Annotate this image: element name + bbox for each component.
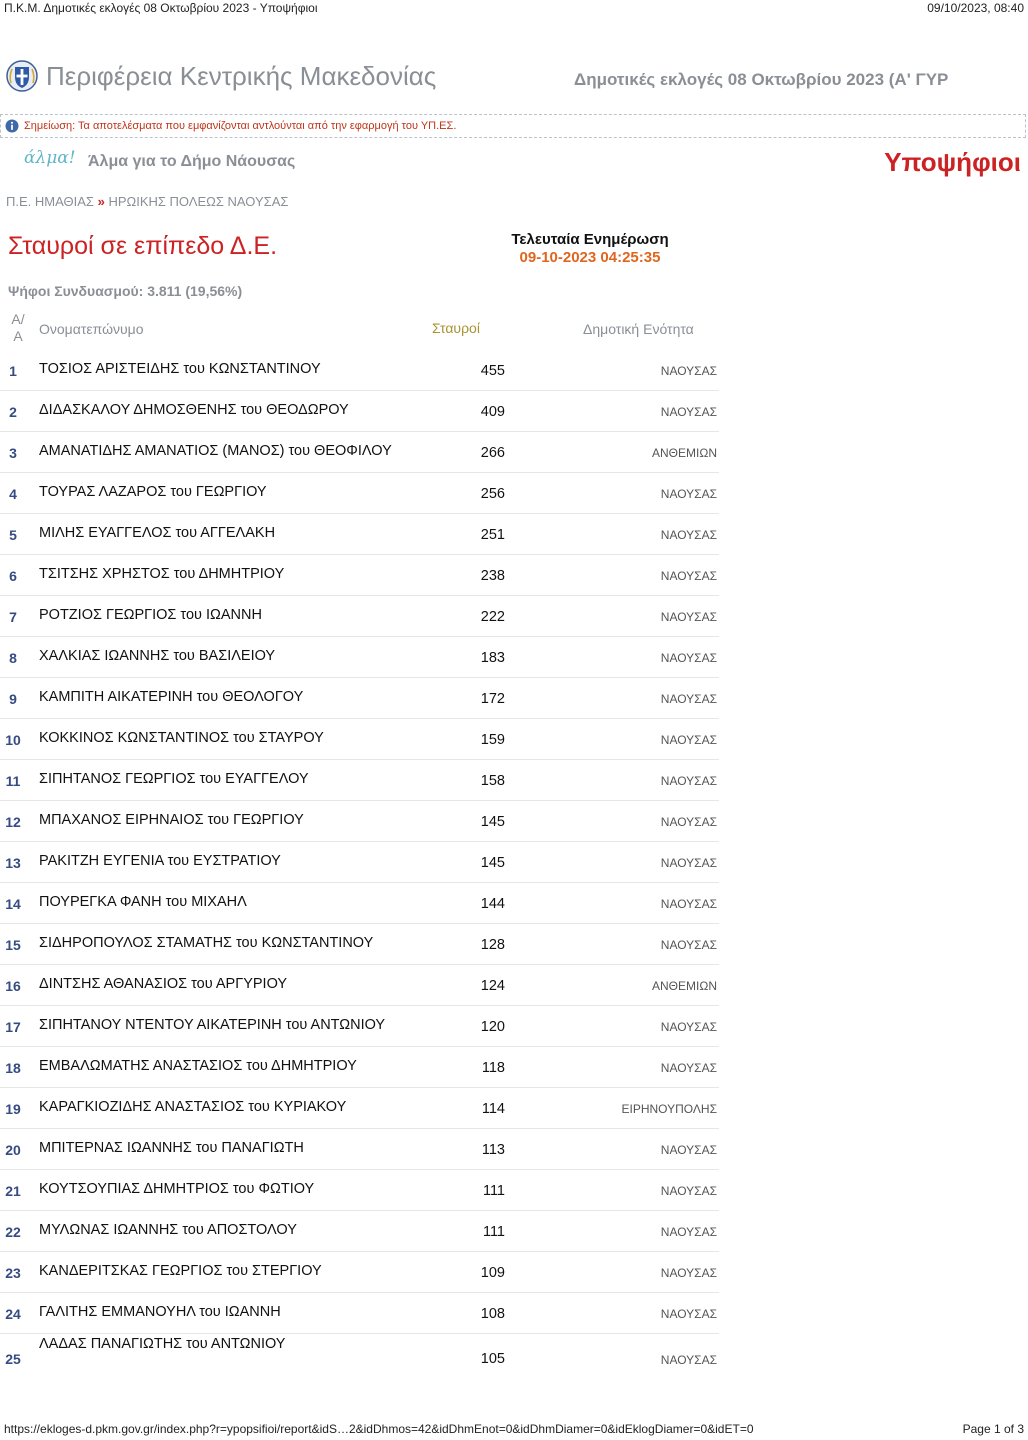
row-number: 19 <box>5 1101 21 1117</box>
site-header <box>0 56 1028 100</box>
municipal-unit: ΝΑΟΥΣΑΣ <box>660 856 717 870</box>
table-row <box>0 350 719 391</box>
row-number: 2 <box>9 404 17 420</box>
candidate-name: ΜΠΙΤΕΡΝΑΣ ΙΩΑΝΝΗΣ του ΠΑΝΑΓΙΩΤΗ <box>39 1140 304 1156</box>
print-header <box>0 0 1028 18</box>
table-row <box>0 719 719 760</box>
municipal-unit: ΝΑΟΥΣΑΣ <box>660 528 717 542</box>
candidate-name: ΤΣΙΤΣΗΣ ΧΡΗΣΤΟΣ του ΔΗΜΗΤΡΙΟΥ <box>39 566 285 582</box>
candidate-name: ΣΙΠΗΤΑΝΟΣ ΓΕΩΡΓΙΟΣ του ΕΥΑΓΓΕΛΟΥ <box>39 771 309 787</box>
row-number: 10 <box>5 732 21 748</box>
candidate-votes: 238 <box>480 568 505 584</box>
column-header-name: Ονοματεπώνυμο <box>39 321 144 337</box>
row-number: 9 <box>9 691 17 707</box>
table-row <box>0 842 719 883</box>
table-row <box>0 965 719 1006</box>
table-row <box>0 678 719 719</box>
table-row <box>0 760 719 801</box>
info-icon <box>5 119 19 133</box>
table-row <box>0 1088 719 1129</box>
candidate-votes: 111 <box>482 1183 505 1199</box>
candidate-name: ΚΑΡΑΓΚΙΟΖΙΔΗΣ ΑΝΑΣΤΑΣΙΟΣ του ΚΥΡΙΑΚΟΥ <box>39 1099 347 1115</box>
table-row <box>0 637 719 678</box>
breadcrumb-municipality[interactable]: ΗΡΩΙΚΗΣ ΠΟΛΕΩΣ ΝΑΟΥΣΑΣ <box>108 194 289 209</box>
last-update-value: 09-10-2023 04:25:35 <box>519 249 661 266</box>
candidate-name: ΚΟΚΚΙΝΟΣ ΚΩΝΣΤΑΝΤΙΝΟΣ του ΣΤΑΥΡΟΥ <box>39 730 324 746</box>
column-header-votes: Σταυροί <box>432 320 480 336</box>
municipal-unit: ΝΑΟΥΣΑΣ <box>660 938 717 952</box>
candidate-votes: 111 <box>482 1224 505 1240</box>
print-footer-url: https://ekloges-d.pkm.gov.gr/index.php?r=ypopsifioi/report&idS…2&idDhmos=42&idDhmEnot=0&idDhmDiamer=0&idEklogDiamer=0&idET=0 <box>4 1422 754 1436</box>
municipal-unit: ΝΑΟΥΣΑΣ <box>660 1184 717 1198</box>
municipal-unit: ΝΑΟΥΣΑΣ <box>660 364 717 378</box>
candidate-votes: 172 <box>480 691 505 707</box>
candidate-name: ΠΟΥΡΕΓΚΑ ΦΑΝΗ του ΜΙΧΑΗΛ <box>39 894 247 910</box>
candidate-votes: 409 <box>480 404 505 420</box>
municipal-unit: ΝΑΟΥΣΑΣ <box>660 1225 717 1239</box>
candidate-votes: 256 <box>480 486 505 502</box>
candidate-name: ΜΠΑΧΑΝΟΣ ΕΙΡΗΝΑΙΟΣ του ΓΕΩΡΓΙΟΥ <box>39 812 304 828</box>
row-number: 15 <box>5 937 21 953</box>
row-number: 6 <box>9 568 17 584</box>
candidate-name: ΛΑΔΑΣ ΠΑΝΑΓΙΩΤΗΣ του ΑΝΤΩΝΙΟΥ <box>39 1336 286 1352</box>
candidate-votes: 120 <box>480 1019 505 1035</box>
row-number: 1 <box>9 363 17 379</box>
municipal-unit: ΝΑΟΥΣΑΣ <box>660 405 717 419</box>
column-header-aa-line1: Α/ <box>11 311 25 327</box>
party-row <box>0 148 1028 178</box>
table-row <box>0 1129 719 1170</box>
candidate-name: ΡΑΚΙΤΖΗ ΕΥΓΕΝΙΑ του ΕΥΣΤΡΑΤΙΟΥ <box>39 853 281 869</box>
municipal-unit: ΝΑΟΥΣΑΣ <box>660 651 717 665</box>
candidate-votes: 124 <box>480 978 505 994</box>
municipal-unit: ΝΑΟΥΣΑΣ <box>660 815 717 829</box>
table-row <box>0 1293 719 1334</box>
municipal-unit: ΝΑΟΥΣΑΣ <box>660 692 717 706</box>
row-number: 14 <box>5 896 21 912</box>
municipal-unit: ΝΑΟΥΣΑΣ <box>660 897 717 911</box>
row-number: 16 <box>5 978 21 994</box>
candidate-name: ΚΑΝΔΕΡΙΤΣΚΑΣ ΓΕΩΡΓΙΟΣ του ΣΤΕΡΓΙΟΥ <box>39 1263 322 1279</box>
municipal-unit: ΝΑΟΥΣΑΣ <box>660 487 717 501</box>
candidate-name: ΤΟΣΙΟΣ ΑΡΙΣΤΕΙΔΗΣ του ΚΩΝΣΤΑΝΤΙΝΟΥ <box>39 361 321 377</box>
row-number: 25 <box>5 1351 21 1367</box>
candidate-name: ΜΙΛΗΣ ΕΥΑΓΓΕΛΟΣ του ΑΓΓΕΛΑΚΗ <box>39 525 276 541</box>
election-title: Δημοτικές εκλογές 08 Οκτωβρίου 2023 (Α' ΓΥΡ <box>574 70 949 89</box>
print-header-title: Π.Κ.Μ. Δημοτικές εκλογές 08 Οκτωβρίου 2023 - Υποψήφιοι <box>4 1 318 15</box>
candidate-votes: 455 <box>480 363 505 379</box>
table-row <box>0 1170 719 1211</box>
table-row <box>0 391 719 432</box>
table-row <box>0 883 719 924</box>
candidate-name: ΓΑΛΙΤΗΣ ΕΜΜΑΝΟΥΗΛ του ΙΩΑΝΝΗ <box>39 1304 281 1320</box>
candidate-votes: 183 <box>480 650 505 666</box>
candidate-name: ΑΜΑΝΑΤΙΔΗΣ ΑΜΑΝΑΤΙΟΣ (ΜΑΝΟΣ) του ΘΕΟΦΙΛΟΥ <box>39 443 392 459</box>
row-number: 20 <box>5 1142 21 1158</box>
row-number: 7 <box>9 609 17 625</box>
breadcrumb-separator: » <box>97 194 105 209</box>
candidate-name: ΣΙΔΗΡΟΠΟΥΛΟΣ ΣΤΑΜΑΤΗΣ του ΚΩΝΣΤΑΝΤΙΝΟΥ <box>39 935 374 951</box>
breadcrumb <box>6 194 288 209</box>
candidate-name: ΚΟΥΤΣΟΥΠΙΑΣ ΔΗΜΗΤΡΙΟΣ του ΦΩΤΙΟΥ <box>39 1181 315 1197</box>
candidate-name: ΔΙΔΑΣΚΑΛΟΥ ΔΗΜΟΣΘΕΝΗΣ του ΘΕΟΔΩΡΟΥ <box>39 402 349 418</box>
table-row <box>0 473 719 514</box>
table-row <box>0 924 719 965</box>
table-row <box>0 1006 719 1047</box>
last-update <box>490 231 690 266</box>
candidate-name: ΚΑΜΠΙΤΗ ΑΙΚΑΤΕΡΙΝΗ του ΘΕΟΛΟΓΟΥ <box>39 689 304 705</box>
coalition-votes: Ψήφοι Συνδυασμού: 3.811 (19,56%) <box>8 283 243 299</box>
print-footer <box>0 1418 1028 1440</box>
municipal-unit: ΝΑΟΥΣΑΣ <box>660 1061 717 1075</box>
column-header-aa <box>8 311 28 345</box>
municipal-unit: ΑΝΘΕΜΙΩΝ <box>652 446 717 460</box>
candidate-name: ΣΙΠΗΤΑΝΟΥ ΝΤΕΝΤΟΥ ΑΙΚΑΤΕΡΙΝΗ του ΑΝΤΩΝΙΟΥ <box>39 1017 386 1033</box>
row-number: 24 <box>5 1306 21 1322</box>
municipal-unit: ΝΑΟΥΣΑΣ <box>660 1143 717 1157</box>
municipal-unit: ΝΑΟΥΣΑΣ <box>660 733 717 747</box>
candidate-votes: 105 <box>480 1351 505 1367</box>
candidate-name: ΡΟΤΖΙΟΣ ΓΕΩΡΓΙΟΣ του ΙΩΑΝΝΗ <box>39 607 262 623</box>
candidate-name: ΤΟΥΡΑΣ ΛΑΖΑΡΟΣ του ΓΕΩΡΓΙΟΥ <box>39 484 267 500</box>
row-number: 4 <box>9 486 17 502</box>
candidate-votes: 251 <box>480 527 505 543</box>
table-row <box>0 1211 719 1252</box>
candidates-table <box>0 350 719 1390</box>
row-number: 5 <box>9 527 17 543</box>
candidate-votes: 159 <box>480 732 505 748</box>
municipal-unit: ΝΑΟΥΣΑΣ <box>660 1020 717 1034</box>
candidate-name: ΧΑΛΚΙΑΣ ΙΩΑΝΝΗΣ του ΒΑΣΙΛΕΙΟΥ <box>39 648 276 664</box>
table-row <box>0 432 719 473</box>
row-number: 13 <box>5 855 21 871</box>
municipal-unit: ΝΑΟΥΣΑΣ <box>660 774 717 788</box>
section-title: Σταυροί σε επίπεδο Δ.Ε. <box>8 232 278 260</box>
row-number: 18 <box>5 1060 21 1076</box>
municipal-unit: ΝΑΟΥΣΑΣ <box>660 1353 717 1367</box>
candidate-votes: 128 <box>480 937 505 953</box>
municipal-unit: ΑΝΘΕΜΙΩΝ <box>652 979 717 993</box>
row-number: 8 <box>9 650 17 666</box>
candidate-votes: 118 <box>481 1060 505 1076</box>
column-header-unit: Δημοτική Ενότητα <box>583 321 694 337</box>
candidate-name: ΔΙΝΤΣΗΣ ΑΘΑΝΑΣΙΟΣ του ΑΡΓΥΡΙΟΥ <box>39 976 288 992</box>
region-title: Περιφέρεια Κεντρικής Μακεδονίας <box>46 61 437 91</box>
print-header-datetime: 09/10/2023, 08:40 <box>927 1 1024 15</box>
candidate-votes: 145 <box>480 855 505 871</box>
candidate-votes: 114 <box>481 1101 505 1117</box>
party-logo: άλμα! <box>24 148 76 168</box>
candidate-votes: 266 <box>480 445 505 461</box>
table-row <box>0 1334 719 1390</box>
party-name: Άλμα για το Δήμο Νάουσας <box>88 153 296 170</box>
row-number: 17 <box>5 1019 21 1035</box>
row-number: 11 <box>5 773 21 789</box>
candidate-votes: 222 <box>480 609 505 625</box>
table-row <box>0 1047 719 1088</box>
municipal-unit: ΝΑΟΥΣΑΣ <box>660 610 717 624</box>
row-number: 21 <box>5 1183 21 1199</box>
table-row <box>0 1252 719 1293</box>
row-number: 3 <box>9 445 17 461</box>
row-number: 22 <box>5 1224 21 1240</box>
candidate-votes: 109 <box>480 1265 505 1281</box>
candidates-heading: Υποψήφιοι <box>884 147 1021 177</box>
note-bar <box>0 114 1026 138</box>
note-text: Σημείωση: Τα αποτελέσματα που εμφανίζονται αντλούνται από την εφαρμογή του ΥΠ.ΕΣ. <box>24 120 457 132</box>
row-number: 23 <box>5 1265 21 1281</box>
candidate-votes: 144 <box>480 896 505 912</box>
row-number: 12 <box>5 814 21 830</box>
table-row <box>0 555 719 596</box>
greek-coat-of-arms-icon <box>6 60 38 92</box>
table-row <box>0 801 719 842</box>
municipal-unit: ΕΙΡΗΝΟΥΠΟΛΗΣ <box>621 1102 717 1116</box>
breadcrumb-regional-unit[interactable]: Π.Ε. ΗΜΑΘΙΑΣ <box>6 194 94 209</box>
municipal-unit: ΝΑΟΥΣΑΣ <box>660 1307 717 1321</box>
candidate-votes: 113 <box>481 1142 505 1158</box>
print-footer-page: Page 1 of 3 <box>962 1422 1024 1436</box>
municipal-unit: ΝΑΟΥΣΑΣ <box>660 569 717 583</box>
table-row <box>0 514 719 555</box>
municipal-unit: ΝΑΟΥΣΑΣ <box>660 1266 717 1280</box>
candidate-votes: 145 <box>480 814 505 830</box>
last-update-label: Τελευταία Ενημέρωση <box>511 231 669 248</box>
candidate-name: ΕΜΒΑΛΩΜΑΤΗΣ ΑΝΑΣΤΑΣΙΟΣ του ΔΗΜΗΤΡΙΟΥ <box>39 1058 357 1074</box>
table-row <box>0 596 719 637</box>
candidate-name: ΜΥΛΩΝΑΣ ΙΩΑΝΝΗΣ του ΑΠΟΣΤΟΛΟΥ <box>39 1222 297 1238</box>
candidate-votes: 108 <box>480 1306 505 1322</box>
candidate-votes: 158 <box>480 773 505 789</box>
column-header-aa-line2: Α <box>13 328 23 344</box>
